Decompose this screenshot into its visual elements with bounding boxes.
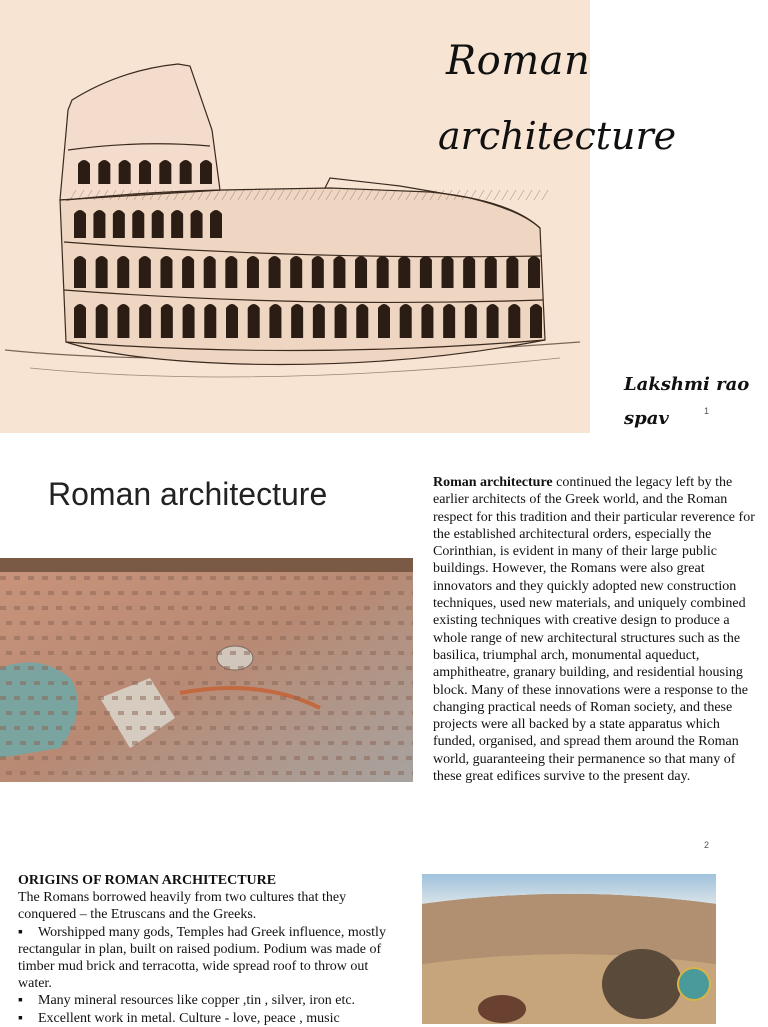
rome-city-model-photo [0,558,413,782]
list-item: ▪ Worshipped many gods, Temples had Greek influence, mostly rectangular in plan, built on raised podium. Podium was made of timber mud brick and terracotta, wide spread roof to throw out water. [18,924,386,992]
origins-section [18,872,398,1027]
gladiator-arena-photo [422,874,716,1024]
slide-title-line1: Roman [446,38,591,84]
list-item: ▪ Many mineral resources like copper ,tin , silver, iron etc. [18,993,356,1009]
colosseum-sketch-image [0,50,590,410]
bullet-icon: ▪ [18,1010,23,1026]
author-affiliation: spav [624,408,669,429]
section-heading: Roman architecture [48,476,328,512]
bullet-icon: ▪ [18,924,23,940]
page-number-1: 1 [704,406,710,416]
bullet-icon: ▪ [18,993,23,1009]
author-name: Lakshmi rao [624,374,750,395]
list-item: ▪ Excellent work in metal. Culture - love, peace , music [18,1010,340,1026]
origins-heading: ORIGINS OF ROMAN ARCHITECTURE [18,873,277,888]
origins-intro: The Romans borrowed heavily from two cultures that they conquered – the Etruscans and the Greeks. [18,890,347,923]
intro-paragraph: Roman architecture continued the legacy left by the earlier architects of the Greek world, and the Roman respect for this tradition and their particular reverence for the established architectural orders, especially the Corinthian, is evident in many of their large public buildings. However, the Romans were also great innovators and they quickly adopted new construction techniques, used new materials, and uniquely combined existing techniques with creative design to produce a whole range of new architectural structures such as the basilica, triumphal arch, monumental aqueduct, amphitheatre, granary building, and residential housing block. Many of these innovations were a response to the changing practical needs of Roman society, and these projects were all backed by a state apparatus which funded, organised, and spread them around the Roman world, guaranteeing their permanence so that many of these great edifices survive to the present day. [433,475,755,785]
page-number-2: 2 [704,840,710,850]
slide-title-line2: architecture [438,114,677,158]
